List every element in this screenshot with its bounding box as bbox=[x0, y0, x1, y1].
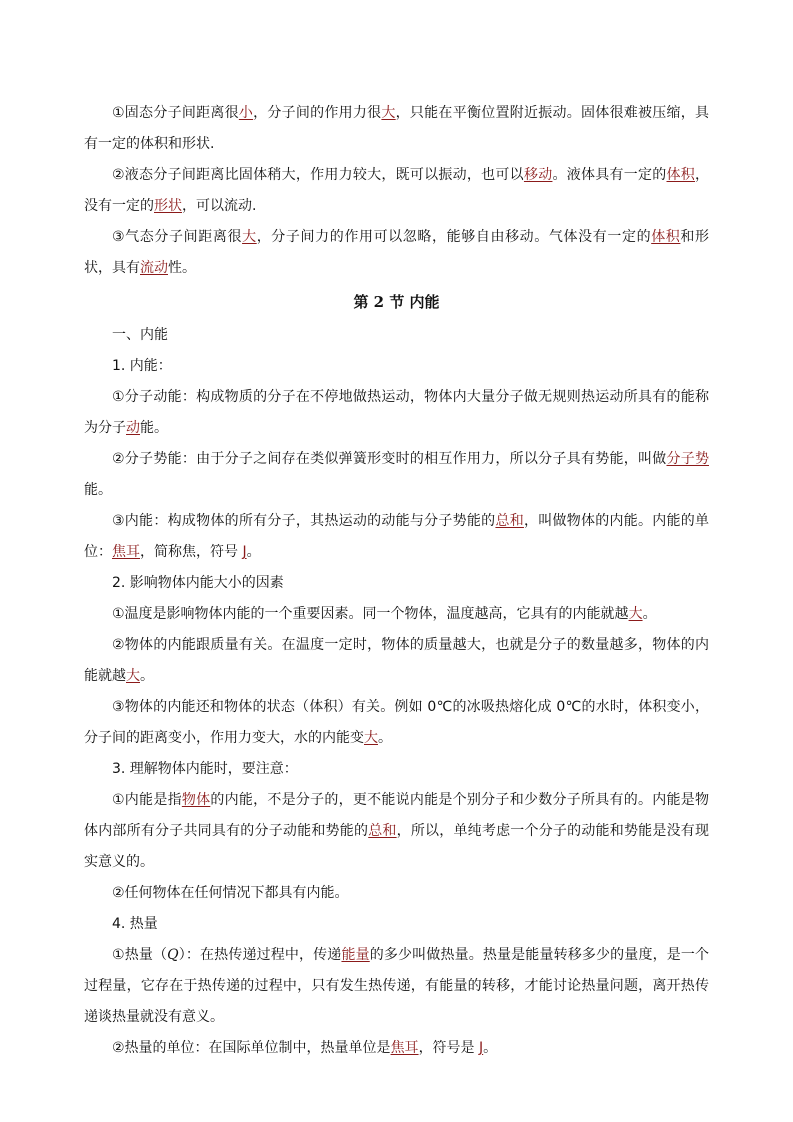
section-title: 第 2 节 内能 bbox=[353, 293, 440, 311]
fill-blank: 体积 bbox=[651, 229, 681, 245]
fill-blank: J bbox=[242, 544, 247, 560]
fill-blank: 能量 bbox=[341, 947, 370, 963]
fill-blank: 体积 bbox=[666, 167, 696, 183]
fill-blank: 大 bbox=[364, 730, 378, 746]
subsection-heading: 3. 理解物体内能时，要注意： bbox=[112, 761, 298, 777]
fill-blank: 移动 bbox=[523, 167, 553, 183]
any-object-paragraph: ②任何物体在任何情况下都具有内能。 bbox=[112, 885, 349, 901]
subsection-heading: 4. 热量 bbox=[112, 916, 158, 932]
gas-state-paragraph: ③气态分子间距离很大，分子间力的作用可以忽略，能够自由移动。气体没有一定的体积和形状，具有流动性。 bbox=[84, 229, 710, 276]
fill-blank: 物体 bbox=[181, 792, 211, 808]
fill-blank: 总和 bbox=[495, 513, 524, 529]
temperature-paragraph: ①温度是影响物体内能的一个重要因素。同一个物体，温度越高，它具有的内能就越大。 bbox=[112, 606, 657, 622]
fill-blank: 大 bbox=[126, 668, 140, 684]
fill-blank: 大 bbox=[381, 105, 396, 121]
fill-blank: J bbox=[479, 1040, 484, 1056]
fill-blank: 流动 bbox=[140, 260, 168, 276]
fill-blank: 焦耳 bbox=[390, 1040, 419, 1056]
fill-blank: 动 bbox=[126, 420, 140, 436]
heat-unit-paragraph: ②热量的单位：在国际单位制中，热量单位是焦耳，符号是 J。 bbox=[112, 1040, 498, 1056]
fill-blank: 大 bbox=[242, 229, 257, 245]
fill-blank: 大 bbox=[628, 606, 643, 622]
fill-blank: 分子势 bbox=[666, 451, 709, 467]
solid-state-paragraph: ①固态分子间距离很小，分子间的作用力很大，只能在平衡位置附近振动。固体很难被压缩，具有一定的体积和形状. bbox=[84, 105, 710, 152]
heat-symbol: Q bbox=[167, 947, 179, 963]
state-paragraph: ③物体的内能还和物体的状态（体积）有关。例如 0℃的冰吸热熔化成 0℃的水时，体积变小，分子间的距离变小，作用力变大，水的内能变大。 bbox=[84, 699, 709, 746]
fill-blank: 总和 bbox=[368, 823, 397, 839]
heat-definition-paragraph: ①热量（Q）：在热传递过程中，传递能量的多少叫做热量。热量是能量转移多少的量度，是一个过程量，它存在于热传递的过程中，只有发生热传递，有能量的转移，才能讨论热量问题，离开热传递谈热量就没有意义。 bbox=[84, 947, 710, 1025]
mass-paragraph: ②物体的内能跟质量有关。在温度一定时，物体的质量越大，也就是分子的数量越多，物体的内能就越大。 bbox=[84, 637, 709, 684]
subsection-heading: 1. 内能： bbox=[112, 358, 172, 374]
potential-energy-paragraph: ②分子势能：由于分子之间存在类似弹簧形变时的相互作用力，所以分子具有势能，叫做分子势能。 bbox=[84, 451, 709, 498]
fill-blank: 焦耳 bbox=[112, 544, 140, 560]
fill-blank: 形状 bbox=[154, 198, 182, 214]
part-heading: 一、内能 bbox=[112, 327, 168, 343]
kinetic-energy-paragraph: ①分子动能：构成物质的分子在不停地做热运动，物体内大量分子做无规则热运动所具有的能称为分子动能。 bbox=[84, 389, 709, 436]
internal-energy-paragraph: ③内能：构成物体的所有分子，其热运动的动能与分子势能的总和，叫做物体的内能。内能的单位：焦耳，简称焦，符号 J。 bbox=[84, 513, 710, 560]
subsection-heading: 2. 影响物体内能大小的因素 bbox=[112, 575, 284, 591]
understanding-paragraph: ①内能是指物体的内能，不是分子的，更不能说内能是个别分子和少数分子所具有的。内能是物体内部所有分子共同具有的分子动能和势能的总和，所以，单纯考虑一个分子的动能和势能是没有现实意义的。 bbox=[84, 792, 710, 870]
liquid-state-paragraph: ②液态分子间距离比固体稍大，作用力较大，既可以振动，也可以移动。液体具有一定的体积，没有一定的形状，可以流动. bbox=[84, 167, 710, 214]
fill-blank: 小 bbox=[238, 105, 254, 121]
